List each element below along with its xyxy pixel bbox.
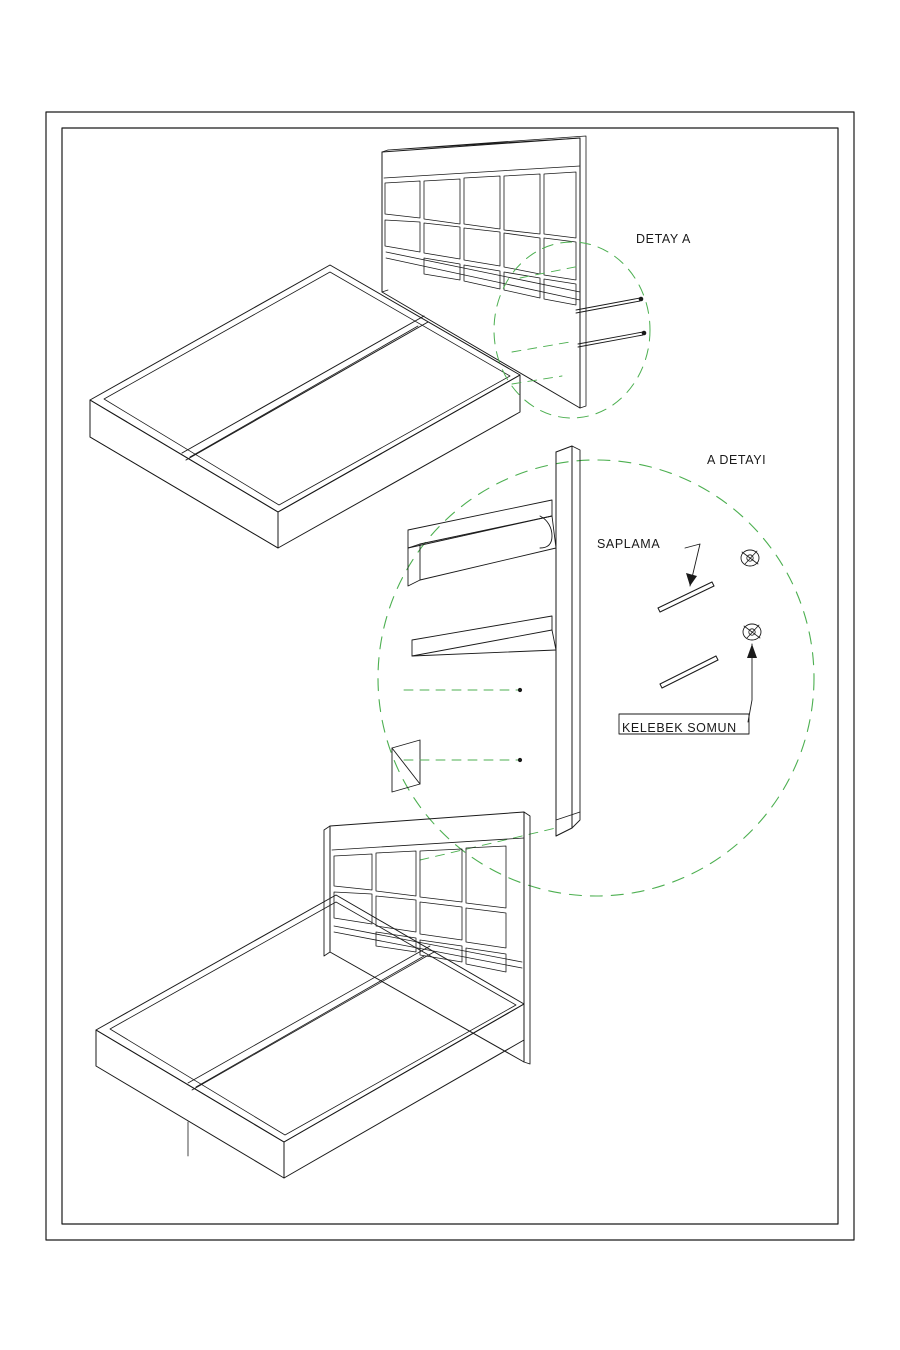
kelebek-somun-lower [743, 624, 761, 640]
headboard-panel-top [382, 136, 586, 408]
label-saplama: SAPLAMA [597, 537, 661, 551]
stud-bolts-top [576, 297, 646, 347]
label-a-detayi: A DETAYI [707, 453, 767, 467]
saplama-stud-lower [660, 656, 718, 688]
detail-dashed-guides [404, 690, 556, 860]
label-leaders [619, 544, 757, 734]
detail-a-geometry [392, 446, 580, 836]
detail-a-bubble-top [494, 242, 650, 418]
detail-a-bubble-main [378, 460, 814, 896]
saplama-stud-upper [658, 582, 714, 612]
assembly-leaders-top [512, 266, 580, 384]
bed-assembled-bottom [96, 812, 530, 1178]
bed-base-top [90, 265, 520, 548]
label-kelebek-somun: KELEBEK SOMUN [622, 721, 737, 735]
sheet-inner-border [62, 128, 838, 1224]
kelebek-somun-upper [741, 550, 759, 566]
label-detay-a: DETAY A [636, 232, 691, 246]
sheet-outer-border [46, 112, 854, 1240]
